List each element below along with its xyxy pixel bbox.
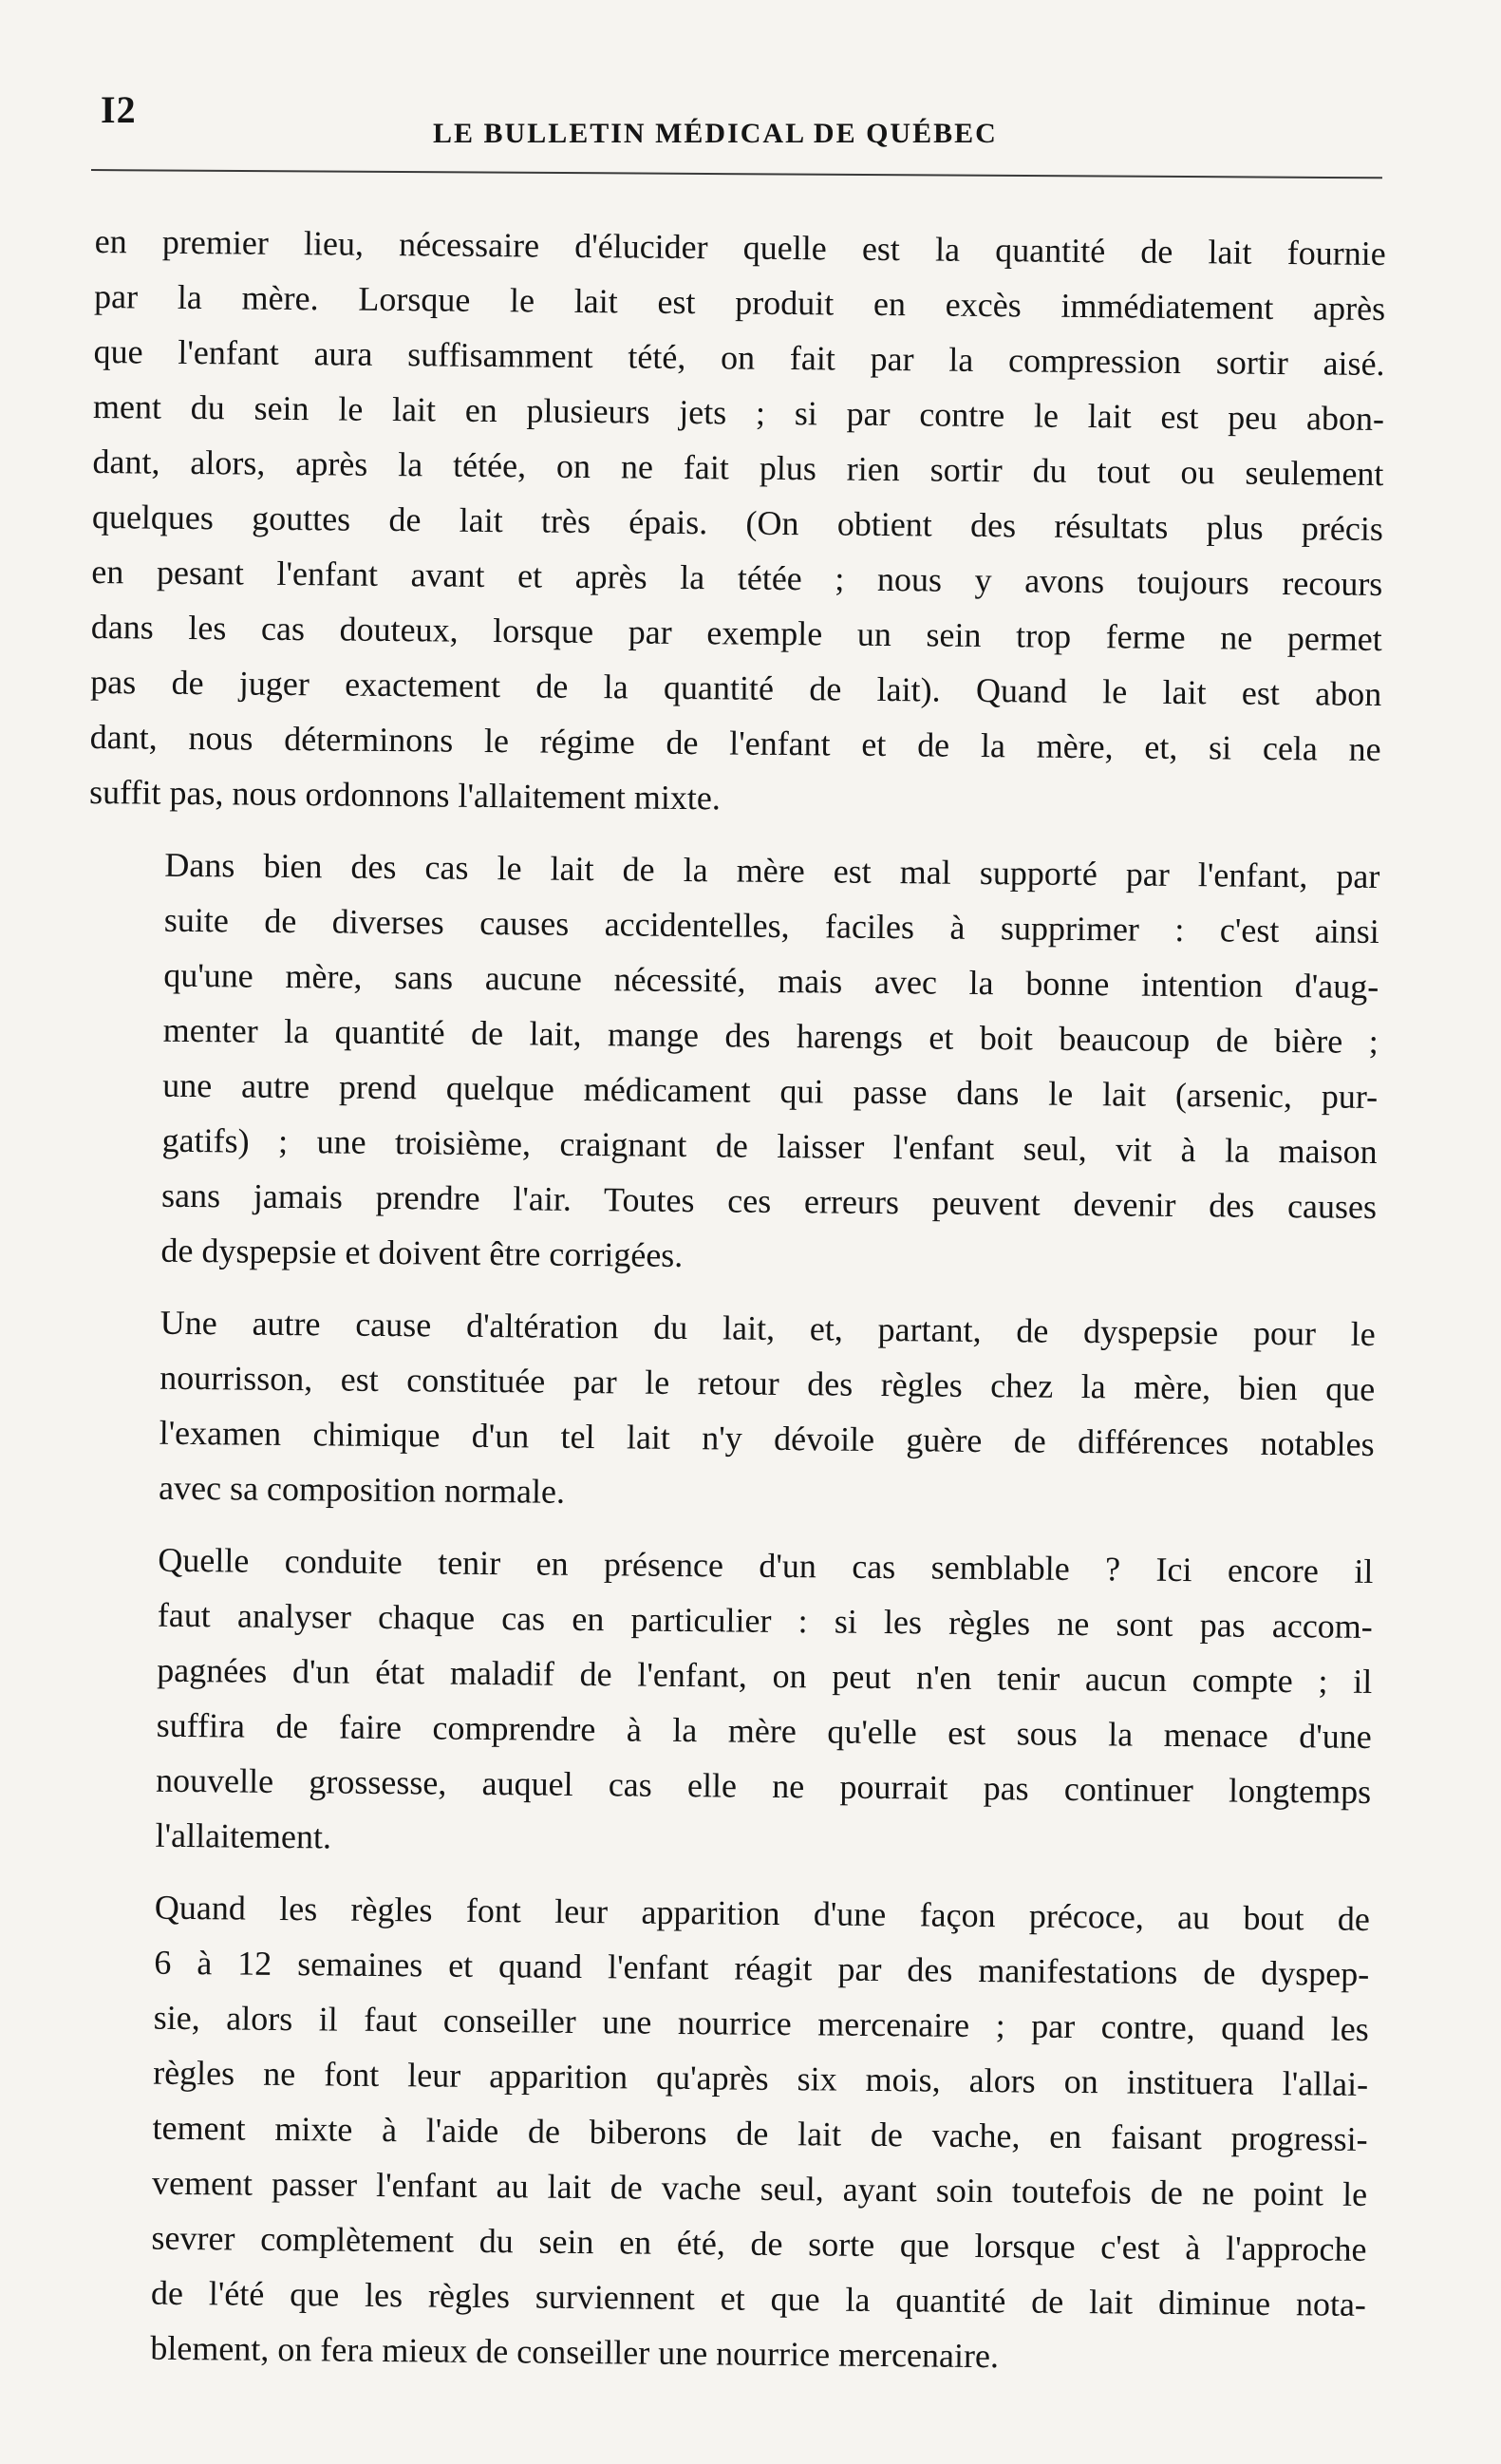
text-line: ment du sein le lait en plusieurs jets ; si par contre le lait est peu abon- xyxy=(92,386,1385,439)
text-line: dant, alors, après la tétée, on ne fait plus rien sortir du tout ou seulement xyxy=(92,442,1384,494)
text-line: Une autre cause d'altération du lait, et, partant, de dyspepsie pour le xyxy=(159,1303,1376,1354)
text-line: tement mixte à l'aide de biberons de lait de vache, en faisant progressi- xyxy=(152,2108,1368,2158)
text-line: Quelle conduite tenir en présence d'un cas semblable ? Ici encore il xyxy=(158,1540,1374,1590)
text-line: blement, on fera mieux de conseiller une nourrice mercenaire. xyxy=(150,2328,1000,2376)
page-header xyxy=(91,87,1382,163)
text-line: Quand les règles font leur apparition d'une façon précoce, au bout de xyxy=(154,1888,1371,1938)
text-line: dant, nous déterminons le régime de l'enfant et de la mère, et, si cela ne xyxy=(89,717,1381,769)
text-line: faut analyser chaque cas en particulier : si les règles ne sont pas accom- xyxy=(157,1595,1373,1646)
text-line: nourrisson, est constituée par le retour des règles chez la mère, bien que xyxy=(159,1358,1376,1408)
text-line: de l'été que les règles surviennent et que la quantité de lait diminue nota- xyxy=(150,2273,1367,2323)
text-line: vement passer l'enfant au lait de vache seul, ayant soin toutefois de ne point le xyxy=(151,2163,1368,2213)
paragraph-4 xyxy=(79,1532,1373,1874)
header-rule xyxy=(91,169,1382,179)
text-line: suffira de faire comprendre à la mère qu'elle est sous la menace d'une xyxy=(156,1705,1372,1756)
paragraph-5 xyxy=(74,1879,1370,2387)
text-line: sie, alors il faut conseiller une nourrice mercenaire ; par contre, quand les xyxy=(153,1998,1369,2048)
text-line: sevrer complètement du sein en été, de sorte que lorsque c'est à l'approche xyxy=(151,2218,1367,2268)
text-line: nouvelle grossesse, auquel cas elle ne pourrait pas continuer longtemps xyxy=(155,1760,1372,1811)
paragraph-1 xyxy=(89,214,1386,832)
text-line: avec sa composition normale. xyxy=(158,1468,566,1511)
text-line: dans les cas douteux, lorsque par exemple un sein trop ferme ne permet xyxy=(90,607,1382,659)
text-line: Dans bien des cas le lait de la mère est mal supporté par l'enfant, par xyxy=(164,845,1380,896)
text-line: que l'enfant aura suffisamment tété, on fait par la compression sortir aisé. xyxy=(93,331,1385,384)
text-line: qu'une mère, sans aucune nécessité, mais avec la bonne intention d'aug- xyxy=(163,955,1379,1006)
running-title: LE BULLETIN MÉDICAL DE QUÉBEC xyxy=(433,118,998,149)
text-line: suite de diverses causes accidentelles, faciles à supprimer : c'est ainsi xyxy=(163,900,1379,951)
text-line: pagnées d'un état maladif de l'enfant, on peut n'en tenir aucun compte ; il xyxy=(157,1650,1373,1701)
text-line: règles ne font leur apparition qu'après six mois, alors on instituera l'allai- xyxy=(153,2053,1369,2103)
text-line: quelques gouttes de lait très épais. (On obtient des résultats plus précis xyxy=(91,497,1384,549)
text-line: l'examen chimique d'un tel lait n'y dévoile guère de différences notables xyxy=(159,1413,1375,1463)
text-line: une autre prend quelque médicament qui passe dans le lait (arsenic, pur- xyxy=(162,1065,1379,1117)
text-line: de dyspepsie et doivent être corrigées. xyxy=(160,1231,684,1274)
text-line: en premier lieu, nécessaire d'élucider quelle est la quantité de lait fournie xyxy=(94,221,1386,273)
paragraph-2 xyxy=(84,837,1379,1289)
text-line: l'allaitement. xyxy=(155,1815,332,1856)
text-line: 6 à 12 semaines et quand l'enfant réagit par des manifestations de dyspep- xyxy=(154,1943,1370,1993)
text-line: gatifs) ; une troisième, craignant de laisser l'enfant seul, vit à la maison xyxy=(161,1120,1378,1172)
text-line: par la mère. Lorsque le lait est produit en excès immédiatement après xyxy=(93,276,1386,329)
text-line: sans jamais prendre l'air. Toutes ces erreurs peuvent devenir des causes xyxy=(160,1176,1378,1227)
page-number: I2 xyxy=(101,88,137,131)
text-line: en pesant l'enfant avant et après la tétée ; nous y avons toujours recours xyxy=(91,552,1383,604)
body-text xyxy=(74,214,1386,2404)
text-line: suffit pas, nous ordonnons l'allaitement mixte. xyxy=(88,772,722,818)
paragraph-3 xyxy=(83,1294,1376,1527)
text-line: pas de juger exactement de la quantité de lait). Quand le lait est abon xyxy=(90,662,1382,714)
text-line: menter la quantité de lait, mange des harengs et boit beaucoup de bière ; xyxy=(162,1010,1379,1062)
